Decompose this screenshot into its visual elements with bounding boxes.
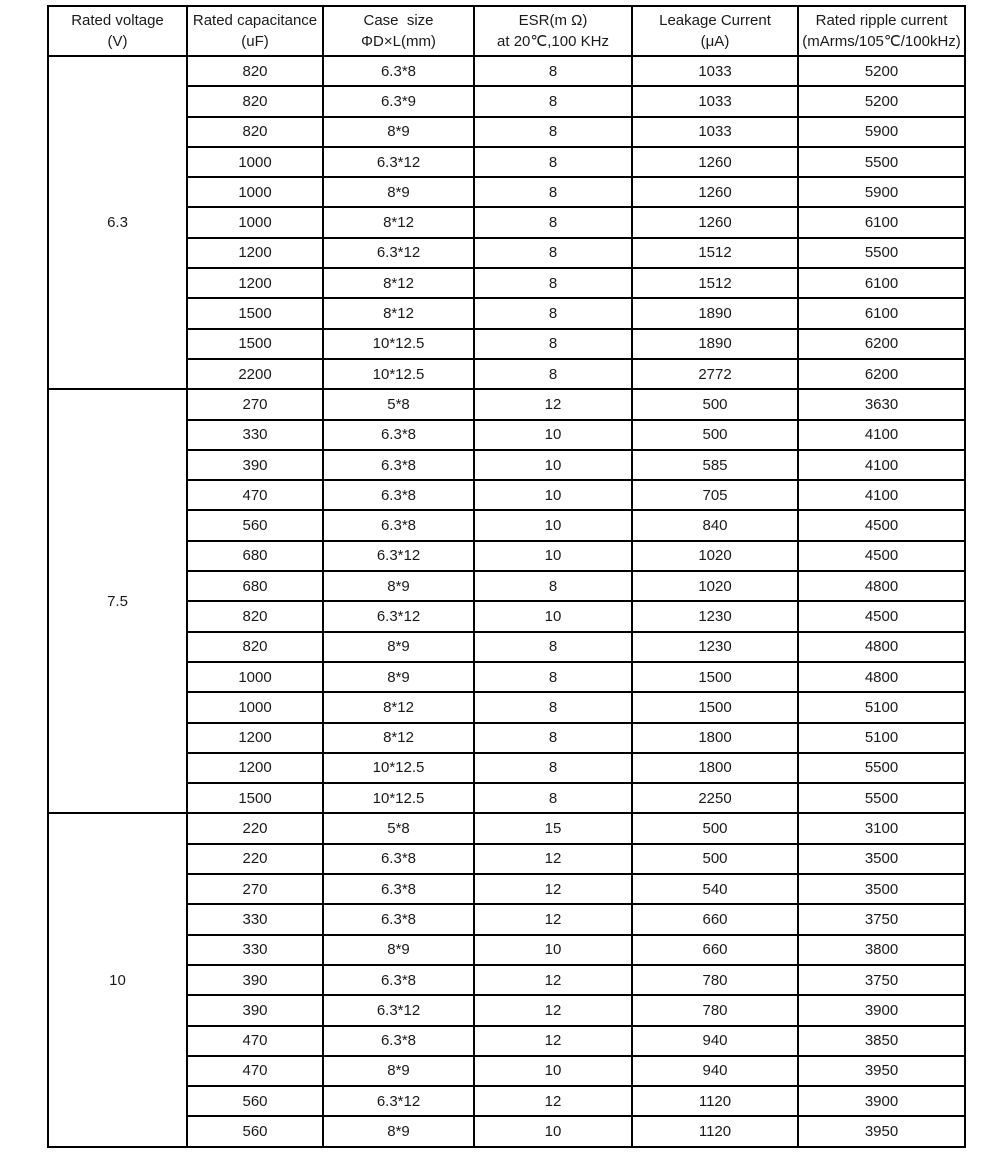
column-header-leakage-current: [632, 6, 798, 56]
rated-ripple-current-cell: 4800: [798, 632, 965, 662]
rated-ripple-current-cell: 3950: [798, 1116, 965, 1146]
leakage-current-cell: 1800: [632, 723, 798, 753]
esr-cell: 8: [474, 268, 632, 298]
rated-ripple-current-cell: 5900: [798, 117, 965, 147]
esr-cell: 12: [474, 965, 632, 995]
leakage-current-cell: 1260: [632, 207, 798, 237]
column-header-rated-ripple-current-line1: Rated ripple current: [815, 12, 948, 29]
leakage-current-cell: 1033: [632, 56, 798, 86]
voltage-group-cell: 10: [48, 813, 187, 1146]
rated-capacitance-cell: 1500: [187, 329, 323, 359]
column-header-rated-voltage: [48, 6, 187, 56]
rated-ripple-current-cell: 5200: [798, 56, 965, 86]
leakage-current-cell: 705: [632, 480, 798, 510]
esr-cell: 10: [474, 1116, 632, 1146]
rated-ripple-current-cell: 4800: [798, 662, 965, 692]
esr-cell: 8: [474, 753, 632, 783]
esr-cell: 10: [474, 450, 632, 480]
case-size-cell: 6.3*8: [323, 965, 474, 995]
rated-ripple-current-cell: 3750: [798, 965, 965, 995]
column-header-rated-voltage-line2: (V): [107, 33, 128, 50]
rated-ripple-current-cell: 3850: [798, 1026, 965, 1056]
rated-ripple-current-cell: 5500: [798, 238, 965, 268]
rated-capacitance-cell: 270: [187, 389, 323, 419]
column-header-case-size-line1: Case size: [363, 12, 434, 29]
rated-capacitance-cell: 1000: [187, 692, 323, 722]
leakage-current-cell: 1890: [632, 298, 798, 328]
case-size-cell: 5*8: [323, 389, 474, 419]
esr-cell: 12: [474, 1086, 632, 1116]
rated-capacitance-cell: 680: [187, 541, 323, 571]
rated-ripple-current-cell: 3800: [798, 935, 965, 965]
rated-capacitance-cell: 470: [187, 480, 323, 510]
rated-ripple-current-cell: 3900: [798, 995, 965, 1025]
case-size-cell: 8*12: [323, 723, 474, 753]
column-header-esr: [474, 6, 632, 56]
column-header-case-size: [323, 6, 474, 56]
leakage-current-cell: 940: [632, 1056, 798, 1086]
esr-cell: 10: [474, 510, 632, 540]
rated-capacitance-cell: 1200: [187, 238, 323, 268]
esr-cell: 8: [474, 238, 632, 268]
rated-capacitance-cell: 220: [187, 844, 323, 874]
table-header: [48, 6, 965, 56]
rated-capacitance-cell: 390: [187, 450, 323, 480]
leakage-current-cell: 780: [632, 995, 798, 1025]
rated-ripple-current-cell: 5500: [798, 147, 965, 177]
capacitor-spec-table: [47, 5, 966, 1148]
rated-capacitance-cell: 560: [187, 1116, 323, 1146]
leakage-current-cell: 585: [632, 450, 798, 480]
table-row: [48, 389, 965, 419]
rated-ripple-current-cell: 4500: [798, 541, 965, 571]
leakage-current-cell: 1120: [632, 1116, 798, 1146]
leakage-current-cell: 940: [632, 1026, 798, 1056]
esr-cell: 8: [474, 783, 632, 813]
rated-capacitance-cell: 1200: [187, 753, 323, 783]
column-header-rated-ripple-current-line2: (mArms/105℃/100kHz): [802, 33, 961, 50]
leakage-current-cell: 1512: [632, 268, 798, 298]
column-header-esr-line2: at 20℃,100 KHz: [497, 33, 609, 50]
esr-cell: 10: [474, 420, 632, 450]
leakage-current-cell: 500: [632, 389, 798, 419]
rated-capacitance-cell: 270: [187, 874, 323, 904]
case-size-cell: 8*9: [323, 177, 474, 207]
esr-cell: 10: [474, 541, 632, 571]
esr-cell: 10: [474, 601, 632, 631]
leakage-current-cell: 1033: [632, 117, 798, 147]
leakage-current-cell: 500: [632, 813, 798, 843]
rated-capacitance-cell: 820: [187, 56, 323, 86]
rated-ripple-current-cell: 4100: [798, 480, 965, 510]
case-size-cell: 6.3*12: [323, 995, 474, 1025]
esr-cell: 8: [474, 662, 632, 692]
leakage-current-cell: 500: [632, 844, 798, 874]
case-size-cell: 6.3*8: [323, 874, 474, 904]
rated-ripple-current-cell: 3500: [798, 874, 965, 904]
column-header-rated-capacitance-line2: (uF): [241, 33, 269, 50]
case-size-cell: 6.3*12: [323, 238, 474, 268]
esr-cell: 12: [474, 904, 632, 934]
leakage-current-cell: 660: [632, 935, 798, 965]
esr-cell: 12: [474, 844, 632, 874]
rated-ripple-current-cell: 6100: [798, 298, 965, 328]
leakage-current-cell: 1500: [632, 662, 798, 692]
header-row: [48, 6, 965, 56]
esr-cell: 8: [474, 147, 632, 177]
case-size-cell: 6.3*12: [323, 1086, 474, 1116]
case-size-cell: 8*9: [323, 632, 474, 662]
leakage-current-cell: 500: [632, 420, 798, 450]
esr-cell: 8: [474, 207, 632, 237]
leakage-current-cell: 1020: [632, 541, 798, 571]
rated-capacitance-cell: 330: [187, 935, 323, 965]
case-size-cell: 8*9: [323, 935, 474, 965]
rated-ripple-current-cell: 4100: [798, 420, 965, 450]
esr-cell: 10: [474, 480, 632, 510]
rated-capacitance-cell: 220: [187, 813, 323, 843]
esr-cell: 8: [474, 329, 632, 359]
rated-ripple-current-cell: 6200: [798, 329, 965, 359]
rated-capacitance-cell: 1000: [187, 662, 323, 692]
esr-cell: 8: [474, 632, 632, 662]
rated-ripple-current-cell: 3750: [798, 904, 965, 934]
case-size-cell: 10*12.5: [323, 359, 474, 389]
rated-capacitance-cell: 820: [187, 86, 323, 116]
leakage-current-cell: 660: [632, 904, 798, 934]
rated-capacitance-cell: 330: [187, 420, 323, 450]
case-size-cell: 8*9: [323, 571, 474, 601]
esr-cell: 12: [474, 874, 632, 904]
voltage-group-cell: 6.3: [48, 56, 187, 389]
esr-cell: 8: [474, 56, 632, 86]
case-size-cell: 6.3*8: [323, 904, 474, 934]
rated-capacitance-cell: 1500: [187, 298, 323, 328]
rated-capacitance-cell: 680: [187, 571, 323, 601]
esr-cell: 12: [474, 995, 632, 1025]
table-body: [48, 56, 965, 1147]
rated-capacitance-cell: 560: [187, 510, 323, 540]
rated-ripple-current-cell: 4500: [798, 601, 965, 631]
leakage-current-cell: 540: [632, 874, 798, 904]
leakage-current-cell: 1020: [632, 571, 798, 601]
leakage-current-cell: 1230: [632, 632, 798, 662]
leakage-current-cell: 1230: [632, 601, 798, 631]
case-size-cell: 6.3*8: [323, 450, 474, 480]
case-size-cell: 6.3*8: [323, 56, 474, 86]
case-size-cell: 6.3*12: [323, 601, 474, 631]
table-row: [48, 56, 965, 86]
case-size-cell: 8*12: [323, 268, 474, 298]
rated-capacitance-cell: 470: [187, 1026, 323, 1056]
column-header-leakage-current-line2: (μA): [700, 33, 730, 50]
case-size-cell: 6.3*12: [323, 541, 474, 571]
rated-ripple-current-cell: 4500: [798, 510, 965, 540]
rated-ripple-current-cell: 3100: [798, 813, 965, 843]
rated-ripple-current-cell: 5100: [798, 692, 965, 722]
column-header-rated-ripple-current: [798, 6, 965, 56]
rated-capacitance-cell: 390: [187, 995, 323, 1025]
rated-ripple-current-cell: 3950: [798, 1056, 965, 1086]
rated-ripple-current-cell: 3500: [798, 844, 965, 874]
case-size-cell: 10*12.5: [323, 329, 474, 359]
leakage-current-cell: 1512: [632, 238, 798, 268]
case-size-cell: 10*12.5: [323, 783, 474, 813]
case-size-cell: 6.3*12: [323, 147, 474, 177]
esr-cell: 10: [474, 935, 632, 965]
rated-capacitance-cell: 560: [187, 1086, 323, 1116]
column-header-case-size-line2: ΦD×L(mm): [361, 33, 436, 50]
rated-ripple-current-cell: 6100: [798, 268, 965, 298]
rated-ripple-current-cell: 3630: [798, 389, 965, 419]
leakage-current-cell: 1500: [632, 692, 798, 722]
esr-cell: 8: [474, 298, 632, 328]
rated-capacitance-cell: 1200: [187, 723, 323, 753]
case-size-cell: 10*12.5: [323, 753, 474, 783]
rated-capacitance-cell: 2200: [187, 359, 323, 389]
esr-cell: 8: [474, 692, 632, 722]
rated-capacitance-cell: 820: [187, 117, 323, 147]
column-header-rated-capacitance: [187, 6, 323, 56]
esr-cell: 8: [474, 571, 632, 601]
leakage-current-cell: 840: [632, 510, 798, 540]
esr-cell: 8: [474, 86, 632, 116]
rated-capacitance-cell: 330: [187, 904, 323, 934]
rated-ripple-current-cell: 4800: [798, 571, 965, 601]
case-size-cell: 8*9: [323, 1116, 474, 1146]
leakage-current-cell: 1260: [632, 177, 798, 207]
leakage-current-cell: 1800: [632, 753, 798, 783]
leakage-current-cell: 1033: [632, 86, 798, 116]
case-size-cell: 8*9: [323, 1056, 474, 1086]
rated-ripple-current-cell: 5100: [798, 723, 965, 753]
esr-cell: 10: [474, 1056, 632, 1086]
column-header-rated-voltage-line1: Rated voltage: [71, 12, 164, 29]
esr-cell: 12: [474, 1026, 632, 1056]
rated-ripple-current-cell: 3900: [798, 1086, 965, 1116]
column-header-leakage-current-line1: Leakage Current: [659, 12, 771, 29]
case-size-cell: 8*9: [323, 117, 474, 147]
rated-ripple-current-cell: 5200: [798, 86, 965, 116]
esr-cell: 15: [474, 813, 632, 843]
rated-capacitance-cell: 820: [187, 601, 323, 631]
rated-capacitance-cell: 1000: [187, 207, 323, 237]
leakage-current-cell: 1260: [632, 147, 798, 177]
case-size-cell: 6.3*8: [323, 1026, 474, 1056]
esr-cell: 8: [474, 359, 632, 389]
case-size-cell: 8*12: [323, 692, 474, 722]
case-size-cell: 5*8: [323, 813, 474, 843]
rated-capacitance-cell: 470: [187, 1056, 323, 1086]
case-size-cell: 6.3*8: [323, 420, 474, 450]
leakage-current-cell: 780: [632, 965, 798, 995]
voltage-group-cell: 7.5: [48, 389, 187, 813]
rated-ripple-current-cell: 5900: [798, 177, 965, 207]
rated-ripple-current-cell: 4100: [798, 450, 965, 480]
leakage-current-cell: 1120: [632, 1086, 798, 1116]
case-size-cell: 8*12: [323, 298, 474, 328]
esr-cell: 8: [474, 723, 632, 753]
esr-cell: 12: [474, 389, 632, 419]
rated-ripple-current-cell: 6200: [798, 359, 965, 389]
case-size-cell: 6.3*9: [323, 86, 474, 116]
case-size-cell: 6.3*8: [323, 844, 474, 874]
leakage-current-cell: 2250: [632, 783, 798, 813]
leakage-current-cell: 2772: [632, 359, 798, 389]
rated-capacitance-cell: 1000: [187, 147, 323, 177]
case-size-cell: 6.3*8: [323, 510, 474, 540]
rated-ripple-current-cell: 5500: [798, 753, 965, 783]
esr-cell: 8: [474, 117, 632, 147]
case-size-cell: 6.3*8: [323, 480, 474, 510]
column-header-esr-line1: ESR(m Ω): [518, 12, 588, 29]
rated-ripple-current-cell: 6100: [798, 207, 965, 237]
esr-cell: 8: [474, 177, 632, 207]
rated-ripple-current-cell: 5500: [798, 783, 965, 813]
rated-capacitance-cell: 1000: [187, 177, 323, 207]
table-row: [48, 813, 965, 843]
rated-capacitance-cell: 1200: [187, 268, 323, 298]
case-size-cell: 8*12: [323, 207, 474, 237]
column-header-rated-capacitance-line1: Rated capacitance: [192, 12, 318, 29]
rated-capacitance-cell: 820: [187, 632, 323, 662]
leakage-current-cell: 1890: [632, 329, 798, 359]
rated-capacitance-cell: 1500: [187, 783, 323, 813]
case-size-cell: 8*9: [323, 662, 474, 692]
rated-capacitance-cell: 390: [187, 965, 323, 995]
